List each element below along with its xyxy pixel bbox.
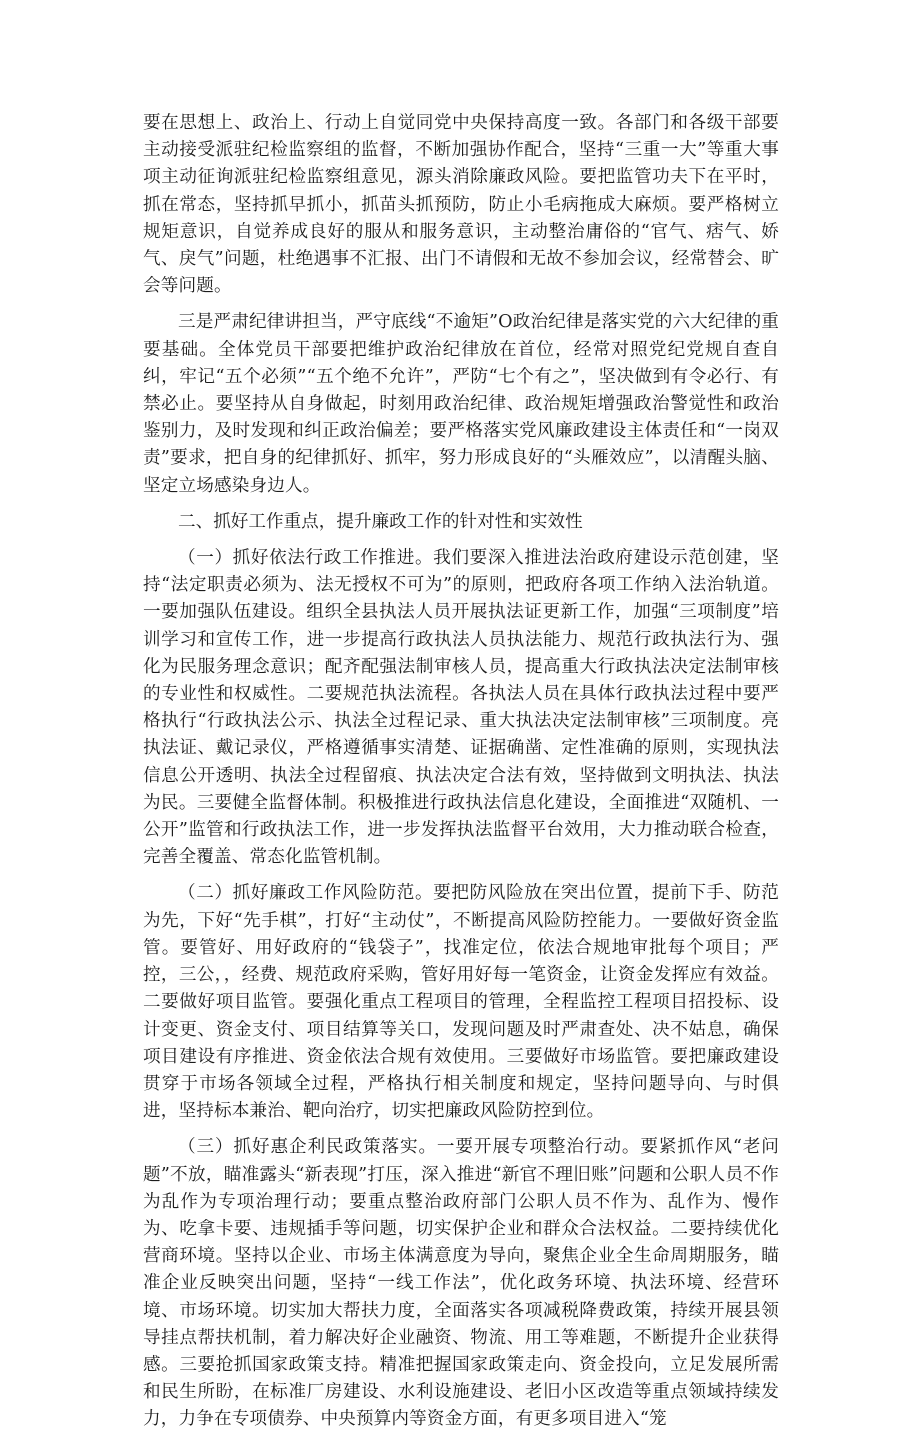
document-body: [143, 110, 779, 1443]
paragraph-discipline: 三是严肃纪律讲担当，严守底线“不逾矩”O政治纪律是落实党的六大纪律的重要基础。全体党员干部要把维护政治纪律放在首位，经常对照党纪党规自查自纠，牢记“五个必须”“五个绝不允许”，严防“七个有之”，坚决做到有令必行、有禁必止。要坚持从自身做起，时刻用政治纪律、政治规矩增强政治警觉性和政治鉴别力，及时发现和纠正政治偏差；要严格落实党风廉政建设主体责任和“一岗双责”要求，把自身的纪律抓好、抓牢，努力形成良好的“头雁效应”，以清醒头脑、坚定立场感染身边人。: [143, 312, 779, 496]
paragraph-risk-prevention: （二）抓好廉政工作风险防范。要把防风险放在突出位置，提前下手、防范为先，下好“先手棋”，打好“主动仗”，不断提高风险防控能力。一要做好资金监管。要管好、用好政府的“钱袋子”，找准定位，依法合规地审批每个项目；严控，三公，，经费、规范政府采购，管好用好每一笔资金，让资金发挥应有效益。二要做好项目监管。要强化重点工程项目的管理，全程监控工程项目招投标、设计变更、资金支付、项目结算等关口，发现问题及时严肃查处、决不姑息，确保项目建设有序推进、资金依法合规有效使用。三要做好市场监管。要把廉政建设贯穿于市场各领域全过程，严格执行相关制度和规定，坚持问题导向、与时俱进，坚持标本兼治、靶向治疗，切实把廉政风险防控到位。: [143, 883, 779, 1122]
paragraph-political-alignment: 要在思想上、政治上、行动上自觉同党中央保持高度一致。各部门和各级干部要主动接受派驻纪检监察组的监督，不断加强协作配合，坚持“三重一大”等重大事项主动征询派驻纪检监察组意见，源头消除廉政风险。要把监管功夫下在平时，抓在常态，坚持抓早抓小，抓苗头抓预防，防止小毛病拖成大麻烦。要严格树立规矩意识，自觉养成良好的服从和服务意识，主动整治庸俗的“官气、痞气、娇气、戾气”问题，杜绝遇事不汇报、出门不请假和无故不参加会议，经常替会、旷会等问题。: [143, 113, 779, 297]
paragraph-law-based-administration: （一）抓好依法行政工作推进。我们要深入推进法治政府建设示范创建，坚持“法定职责必须为、法无授权不可为”的原则，把政府各项工作纳入法治轨道。一要加强队伍建设。组织全县执法人员开展执法证更新工作，加强“三项制度”培训学习和宣传工作，进一步提高行政执法人员执法能力、规范行政执法行为、强化为民服务理念意识；配齐配强法制审核人员，提高重大行政执法决定法制审核的专业性和权威性。二要规范执法流程。各执法人员在具体行政执法过程中要严格执行“行政执法公示、执法全过程记录、重大执法决定法制审核”三项制度。亮执法证、戴记录仪，严格遵循事实清楚、证据确凿、定性准确的原则，实现执法信息公开透明、执法全过程留痕、执法决定合法有效，坚持做到文明执法、执法为民。三要健全监督体制。积极推进行政执法信息化建设，全面推进“双随机、一公开”监管和行政执法工作，进一步发挥执法监督平台效用，大力推动联合检查，完善全覆盖、常态化监管机制。: [143, 548, 779, 868]
section-heading-work-priorities: 二、抓好工作重点，提升廉政工作的针对性和实效性: [178, 511, 583, 532]
paragraph-policy-implementation: （三）抓好惠企利民政策落实。一要开展专项整治行动。要紧抓作风“老问题”不放，瞄准露头“新表现”打压，深入推进“新官不理旧账”问题和公职人员不作为乱作为专项治理行动；要重点整治政府部门公职人员不作为、乱作为、慢作为、吃拿卡要、违规插手等问题，切实保护企业和群众合法权益。二要持续优化营商环境。坚持以企业、市场主体满意度为导向，聚焦企业全生命周期服务，瞄准企业反映突出问题，坚持“一线工作法”，优化政务环境、执法环境、经营环境、市场环境。切实加大帮扶力度，全面落实各项减税降费政策，持续开展县领导挂点帮扶机制，着力解决好企业融资、物流、用工等难题，不断提升企业获得感。三要抢抓国家政策支持。精准把握国家政策走向、资金投向，立足发展所需和民生所盼，在标准厂房建设、水利设施建设、老旧小区改造等重点领域持续发力，力争在专项债券、中央预算内等资金方面，有更多项目进入“笼: [143, 1137, 779, 1430]
